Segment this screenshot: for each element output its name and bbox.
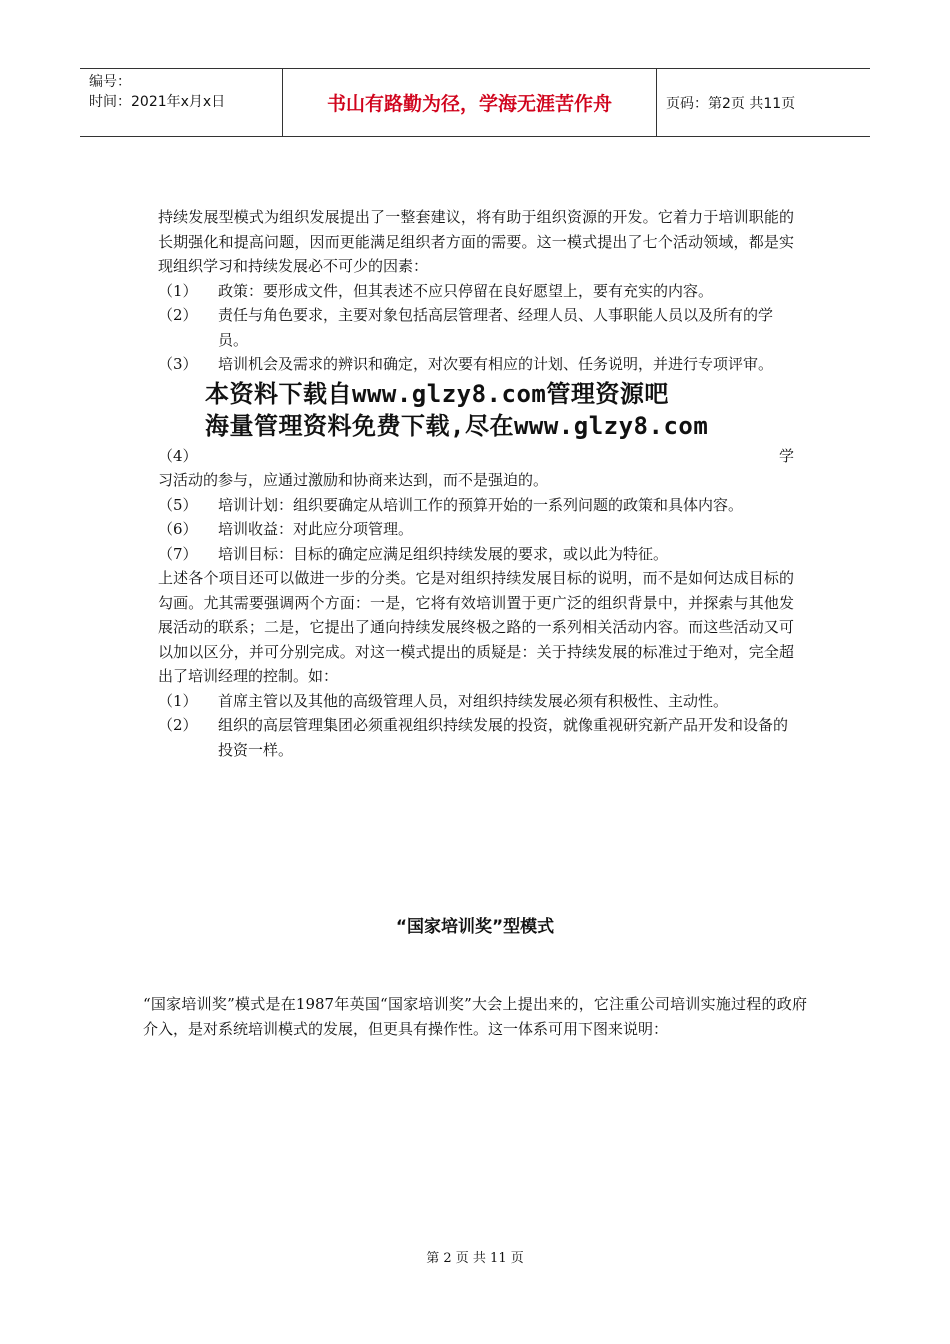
document-header [80,68,870,137]
item-text: 培训机会及需求的辨识和确定，对次要有相应的计划、任务说明，并进行专项评审。 [218,355,774,373]
item-text: 培训计划：组织要确定从培训工作的预算开始的一系列问题的政策和具体内容。 [218,495,744,514]
item-text: 培训目标：目标的确定应满足组织持续发展的要求，或以此为特征。 [218,544,669,563]
list-item [158,279,794,304]
motto [282,69,657,136]
main-content [158,205,794,762]
item-text: 政策：要形成文件，但其表述不应只停留在良好愿望上，要有充实的内容。 [218,281,714,300]
page-info: 页码：第2页 共11页 [666,95,796,112]
list-item [158,542,794,567]
intro-paragraph: 持续发展型模式为组织发展提出了一整套建议，将有助于组织资源的开发。它着力于培训职能的长期强化和提高问题，因而更能满足组织者方面的需要。这一模式提出了七个活动领域，都是实现组织学习和持续发展必不可少的因素： [158,208,794,275]
item-text: 习活动的参与，应通过激励和协商来达到，而不是强迫的。 [158,471,549,489]
time-label: 时间：2021年x月x日 [89,94,226,110]
item-number: （1） [158,691,198,710]
item-number: （5） [158,495,198,514]
list-item [158,303,794,352]
item-text: 责任与角色要求，主要对象包括高层管理者、经理人员、人事职能人员以及所有的学员。 [218,306,774,349]
list-item [158,517,794,542]
summary-paragraph: 上述各个项目还可以做进一步的分类。它是对组织持续发展目标的说明，而不是如何达成目标的勾画。尤其需要强调两个方面：一是，它将有效培训置于更广泛的组织背景中，并探索与其他发展活动的联系；二是，它提出了通向持续发展终极之路的一系列相关活动内容。而这些活动又可以加以区分，并可分别完成。对这一模式提出的质疑是：关于持续发展的标准过于绝对，完全超出了培训经理的控制。如： [158,569,794,685]
item-number: （3） [158,355,198,373]
item-number: （6） [158,520,198,538]
list-item [158,689,794,714]
watermark-line: 本资料下载自www.glzy8.com管理资源吧 [205,379,669,408]
watermark [205,378,794,444]
item-text: 首席主管以及其他的高级管理人员，对组织持续发展必须有积极性、主动性。 [218,691,729,710]
item-text: 培训收益：对此应分项管理。 [218,520,414,538]
item-number: （1） [158,281,198,300]
header-left-cell [80,69,282,136]
page-footer: 第 2 页 共 11 页 [426,1251,524,1266]
item-text-tail: 学 [778,446,794,465]
watermark-line: 海量管理资料免费下载,尽在www.glzy8.com [205,411,709,440]
list-item [158,352,794,377]
list-item [158,493,794,518]
item-number: （4） [158,446,198,465]
number-label: 编号： [89,74,131,90]
item-number: （7） [158,544,198,563]
motto-text: 书山有路勤为径，学海无涯苦作舟 [326,93,612,115]
item-number: （2） [158,306,198,324]
item-number: （2） [158,716,198,734]
section-title: “国家培训奖”型模式 [395,917,555,937]
item-text: 组织的高层管理集团必须重视组织持续发展的投资，就像重视研究新产品开发和设备的投资一样。 [218,716,789,759]
section-paragraph: “国家培训奖”模式是在1987年英国“国家培训奖”大会上提出来的，它注重公司培训实施过程的政府介入，是对系统培训模式的发展，但更具有操作性。这一体系可用下图来说明： [143,995,807,1038]
list-item [158,713,794,762]
list-item [158,444,794,469]
